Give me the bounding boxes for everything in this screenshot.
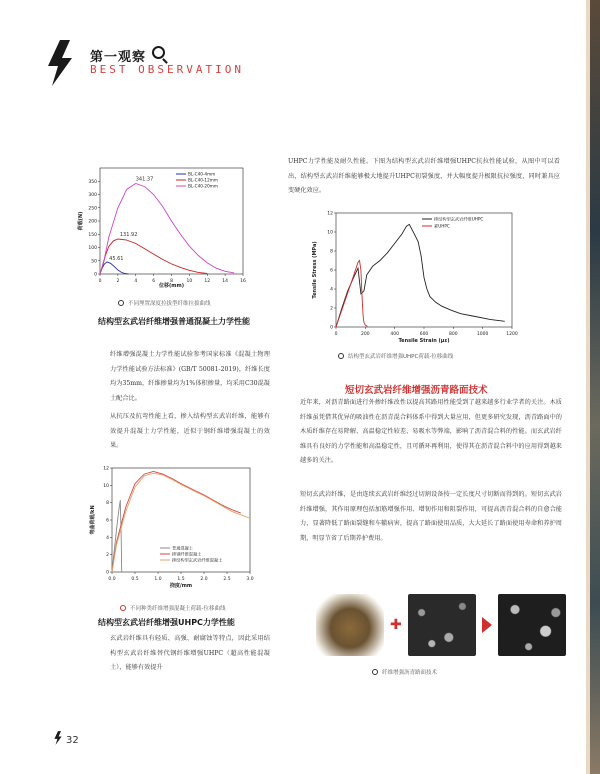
- asphalt-mix-photo: [408, 594, 476, 656]
- x-tick-label: 16: [240, 279, 246, 284]
- section1-title: 结构型玄武岩纤维增强普通混凝土力学性能: [98, 317, 250, 326]
- section2-p1: 玄武岩纤维具有轻质、高强、耐腐蚀等特点，因此采用结构型玄武岩纤维替代钢纤维增强UHPC（超高性能混凝土），能够有效提升: [110, 635, 270, 671]
- x-tick-label: 2.0: [200, 577, 208, 582]
- caption-fig4: [372, 668, 437, 676]
- y-tick-label: 150: [88, 232, 97, 238]
- y-tick-label: 350: [88, 179, 97, 185]
- x-tick-label: 6: [152, 279, 156, 284]
- x-tick-label: 12: [204, 279, 211, 284]
- legend-entry: BL-C40-20mm: [188, 183, 218, 189]
- chopped-fiber-photo: [316, 594, 384, 656]
- y-tick-label: 0: [106, 570, 109, 576]
- adjacent-page-strip: [586, 0, 600, 774]
- right-intro: UHPC力学性能及耐久性能。下图为结构型玄武岩纤维增强UHPC抗拉性能试验，从图中可以看出，结构型玄武岩纤维能够极大地提升UHPC初裂强度，并大幅度提升极限抗拉强度，同时兼具应变硬化效应。: [288, 158, 560, 194]
- y-axis-label: 弯曲荷载/kN: [90, 505, 96, 535]
- x-tick-label: 1.5: [177, 577, 185, 582]
- plus-icon: ✚: [390, 617, 402, 633]
- x-tick-label: 4: [134, 279, 138, 284]
- y-tick-label: 6: [106, 518, 109, 524]
- chart-uhpc-tensile: [310, 205, 520, 345]
- section1-p1: 纤维增强混凝土力学性能试验参考国家标准《混凝土物理力学性能试验方法标准》(GB/T 50081-2019)，纤维长度均为35mm，纤维掺量均为1%体积掺量，均采用C30混凝土配合比。: [110, 351, 270, 402]
- y-tick-label: 200: [88, 219, 97, 225]
- page-number: 32: [66, 735, 79, 746]
- y-tick-label: 2: [330, 306, 333, 312]
- x-tick-label: 8: [170, 279, 173, 284]
- x-tick-label: 0: [98, 279, 102, 284]
- x-axis-label: 位移(mm): [159, 283, 184, 289]
- section-header: [40, 40, 280, 90]
- legend-entry: 掺结构型玄武岩纤维混凝土: [172, 557, 223, 563]
- lightning-bolt-icon: [40, 40, 80, 86]
- x-tick-label: 2: [116, 279, 120, 284]
- peak-annotation: 341.37: [135, 176, 154, 183]
- y-tick-label: 10: [103, 483, 109, 489]
- legend-entry: 掺结构型玄武岩纤维UHPC: [434, 216, 484, 222]
- section1-p2: 从抗压及抗弯性能上看，掺入结构型玄武岩纤维，能够有效提升混凝土力学性能，近似于钢纤维增强混凝土的效果。: [110, 413, 270, 449]
- caption-fig1: [118, 299, 211, 307]
- x-tick-label: 400: [390, 332, 399, 337]
- caption-text: 结构型玄武岩纤维增强UHPC荷载-位移曲线: [348, 354, 454, 360]
- x-tick-label: 2.5: [223, 577, 231, 582]
- y-axis-label: 荷载(N): [78, 211, 84, 231]
- lightning-bolt-icon: [52, 730, 64, 746]
- y-axis-label: Tensile Stress (MPa): [312, 241, 318, 299]
- y-tick-label: 6: [330, 268, 333, 274]
- caption-text: 不同种类纤维增强混凝土荷载-位移曲线: [130, 606, 226, 612]
- asphalt-photo-row: [316, 590, 566, 660]
- reinforced-asphalt-photo: [498, 594, 566, 656]
- x-tick-label: 10: [186, 279, 193, 284]
- legend-entry: BL-C40-12mm: [188, 177, 218, 183]
- y-tick-label: 50: [91, 259, 97, 265]
- x-tick-label: 3.0: [246, 577, 254, 582]
- x-axis-label: 挠度/mm: [169, 583, 193, 589]
- legend-entry: 掺钢纤维混凝土: [172, 551, 202, 557]
- x-tick-label: 0.5: [131, 577, 139, 582]
- legend-entry: 普通混凝土: [172, 545, 193, 551]
- chart3-svg: [88, 460, 258, 590]
- y-tick-label: 2: [106, 553, 109, 559]
- section2-title: 结构型玄武岩纤维增强UHPC力学性能: [98, 618, 235, 627]
- page-footer: [52, 730, 79, 746]
- caption-text: 纤维增强沥青路面技术: [382, 670, 438, 676]
- x-tick-label: 200: [361, 332, 370, 337]
- caption-text: 不同埋置深度拉拔型纤维拉拔曲线: [128, 301, 211, 307]
- y-tick-label: 10: [327, 230, 333, 236]
- caption-bullet-icon: [120, 605, 126, 611]
- caption-fig3: [120, 604, 226, 612]
- section3-p1: 近年来，对沥青路面进行外掺纤维改性以提高其路用性能受到了越来越多行业学者的关注。木质纤维虽凭借其优异的吸油性在沥青混合料体系中得到大量应用，但更多研究发现，沥青路面中的木质纤维存在易降解、高温稳定性较差、易吸水等弊端，影响了沥青混合料的性能。而玄武岩纤维具有良好的力学性能和高温稳定性，且可循环再利用，使得其在沥青混合料中的应用得到越来越多的关注。: [300, 399, 562, 464]
- column-subtitle: BEST OBSERVATION: [90, 63, 244, 76]
- caption-bullet-icon: [372, 669, 378, 675]
- chart-pullout-curve: [76, 160, 251, 290]
- x-tick-label: 600: [419, 332, 429, 337]
- chart1-svg: [76, 160, 251, 290]
- section3-p2: 短切玄武岩纤维，是由连续玄武岩纤维经过切割设备按一定长度尺寸切断而得到的。短切玄武岩纤维增强，其作用原理包括加筋增强作用、增韧作用和阻裂作用，可提高沥青混合料的自愈合能力，显著降低了路面裂缝和车辙病害，提高了路面使用品质，大大延长了路面使用寿命和养护周期，明显节省了后期养护费用。: [300, 491, 562, 542]
- x-tick-label: 1000: [476, 332, 489, 337]
- y-tick-label: 0: [94, 272, 97, 278]
- arrow-right-icon: [482, 617, 492, 633]
- x-tick-label: 0.0: [108, 577, 116, 582]
- y-tick-label: 4: [330, 287, 333, 293]
- caption-fig2: [338, 352, 453, 360]
- y-tick-label: 8: [330, 249, 333, 255]
- x-tick-label: 1.0: [154, 577, 162, 582]
- legend-entry: 素UHPC: [434, 223, 450, 229]
- legend-entry: BL-C40-4mm: [188, 171, 216, 177]
- caption-bullet-icon: [338, 353, 344, 359]
- y-tick-label: 250: [88, 206, 97, 212]
- x-tick-label: 0: [334, 332, 338, 337]
- y-tick-label: 12: [327, 211, 333, 217]
- column-title: 第一观察: [90, 50, 147, 65]
- magnifier-icon: [152, 46, 165, 59]
- chart2-svg: [310, 205, 520, 345]
- x-tick-label: 800: [449, 332, 458, 337]
- y-tick-label: 0: [330, 325, 333, 331]
- x-tick-label: 1200: [506, 332, 518, 337]
- y-tick-label: 12: [103, 466, 109, 472]
- peak-annotation: 131.92: [119, 232, 138, 239]
- peak-annotation: 45.61: [109, 255, 124, 262]
- caption-bullet-icon: [118, 300, 124, 306]
- section3-title: 短切玄武岩纤维增强沥青路面技术: [345, 385, 488, 396]
- y-tick-label: 300: [88, 193, 97, 198]
- y-tick-label: 8: [106, 501, 109, 507]
- x-tick-label: 14: [222, 279, 228, 284]
- y-tick-label: 4: [106, 535, 109, 541]
- y-tick-label: 100: [88, 246, 97, 251]
- x-axis-label: Tensile Strain (με): [398, 338, 450, 344]
- chart-flexural-curve: [88, 460, 258, 590]
